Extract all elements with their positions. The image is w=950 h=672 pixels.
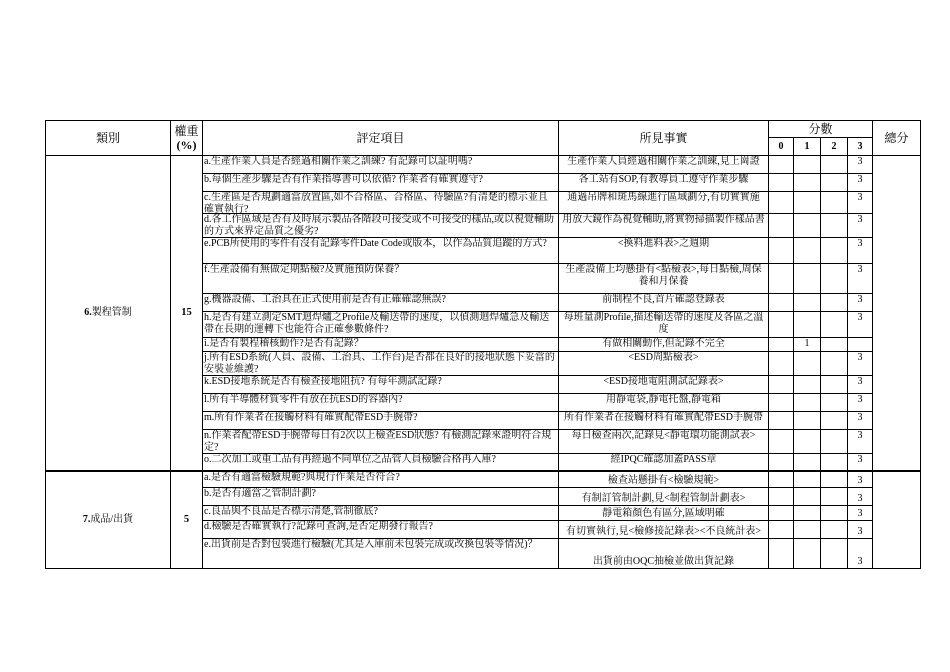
score-cell-0 bbox=[769, 412, 794, 430]
score-cell-2 bbox=[821, 214, 848, 238]
criterion-text: o.二次加工或重工品有再經過不同單位之品管人員檢驗合格再入庫? bbox=[203, 454, 559, 471]
observed-fact: 各工站有SOP,有教導員工遵守作業步驟 bbox=[578, 174, 749, 185]
score-value: 3 bbox=[857, 352, 863, 363]
observed-fact-cell bbox=[559, 192, 769, 214]
observed-fact: 每日檢查兩次,記錄見<靜電環功能測試表> bbox=[571, 430, 756, 441]
score-cell-1 bbox=[794, 539, 821, 569]
score-cell-1 bbox=[794, 471, 821, 488]
score-cell-1 bbox=[794, 506, 821, 521]
observed-fact-cell bbox=[559, 174, 769, 192]
criterion-text: g.機器設備、工治具在正式使用前是否有正確確認無誤? bbox=[203, 294, 559, 312]
score-cell-2 bbox=[821, 521, 848, 539]
score-cell-0 bbox=[769, 506, 794, 521]
score-cell-2 bbox=[821, 312, 848, 338]
observed-fact: 前制程不良,首片確認登錄表 bbox=[602, 294, 725, 305]
observed-fact-cell bbox=[559, 352, 769, 376]
score-cell-2 bbox=[821, 294, 848, 312]
score-cell-3 bbox=[848, 430, 873, 454]
score-cell-1 bbox=[794, 192, 821, 214]
observed-fact: 用放大鏡作為視覺輔助,將實物掃描製作樣品書 bbox=[562, 214, 765, 225]
observed-fact-cell bbox=[559, 521, 769, 539]
observed-fact: <ESD周點檢表> bbox=[628, 352, 699, 363]
score-value: 3 bbox=[857, 294, 863, 305]
observed-fact: 有切實執行,見<檢修接記錄表><不良統計表> bbox=[565, 526, 762, 537]
criterion-text: c.生產區是否規劃適當放置區,如不合格區、合格區、待驗區?有清楚的標示並且確實執行? bbox=[203, 192, 559, 214]
observed-fact-cell bbox=[559, 471, 769, 488]
header-fact: 所見事實 bbox=[559, 121, 769, 156]
score-cell-3 bbox=[848, 238, 873, 264]
header-score-2: 2 bbox=[821, 138, 848, 156]
score-cell-0 bbox=[769, 430, 794, 454]
score-cell-2 bbox=[821, 412, 848, 430]
score-cell-2 bbox=[821, 430, 848, 454]
header-score: 分數 bbox=[769, 121, 873, 138]
score-cell-2 bbox=[821, 506, 848, 521]
score-cell-1 bbox=[794, 412, 821, 430]
score-value: 3 bbox=[857, 238, 863, 249]
score-cell-2 bbox=[821, 174, 848, 192]
score-value: 3 bbox=[857, 376, 863, 387]
section-name: 製程管制 bbox=[91, 307, 132, 318]
score-value: 3 bbox=[857, 394, 863, 405]
score-cell-0 bbox=[769, 352, 794, 376]
score-value: 3 bbox=[857, 508, 863, 519]
observed-fact: 靜電箱顏色有區分,區域明確 bbox=[602, 508, 725, 519]
criterion-text: j.所有ESD系統(人員、設備、工治具、工作台)是否都在良好的接地狀態下妥當的安裝並維護? bbox=[203, 352, 559, 376]
observed-fact-cell bbox=[559, 376, 769, 394]
score-cell-2 bbox=[821, 352, 848, 376]
score-cell-0 bbox=[769, 376, 794, 394]
section-total-cell bbox=[873, 471, 921, 569]
score-cell-1 bbox=[794, 156, 821, 174]
score-cell-0 bbox=[769, 338, 794, 352]
score-value: 3 bbox=[857, 412, 863, 423]
header-score-3: 3 bbox=[848, 138, 873, 156]
observed-fact: 生產作業人員經過相關作業之訓練,見上崗證 bbox=[567, 156, 760, 167]
score-cell-2 bbox=[821, 376, 848, 394]
score-cell-1 bbox=[794, 454, 821, 471]
score-cell-3 bbox=[848, 488, 873, 506]
score-cell-3 bbox=[848, 156, 873, 174]
criterion-text: d.檢驗是否確實執行?記錄可查詢,是否定期發行報告? bbox=[203, 521, 559, 539]
observed-fact-cell bbox=[559, 156, 769, 174]
score-cell-1 bbox=[794, 488, 821, 506]
score-cell-0 bbox=[769, 174, 794, 192]
score-cell-3 bbox=[848, 506, 873, 521]
observed-fact: 有做相關動作,但記錄不完全 bbox=[602, 338, 725, 349]
score-value: 3 bbox=[857, 556, 863, 567]
score-cell-2 bbox=[821, 192, 848, 214]
score-cell-0 bbox=[769, 471, 794, 488]
observed-fact-cell bbox=[559, 539, 769, 569]
score-value: 3 bbox=[857, 526, 863, 537]
observed-fact-cell bbox=[559, 338, 769, 352]
section-category bbox=[46, 471, 171, 569]
score-cell-2 bbox=[821, 156, 848, 174]
score-cell-2 bbox=[821, 338, 848, 352]
section-weight: 15 bbox=[171, 156, 203, 471]
header-weight-label: 權重 bbox=[174, 124, 199, 138]
score-cell-2 bbox=[821, 539, 848, 569]
score-value: 3 bbox=[857, 174, 863, 185]
section-name: 成品/出貨 bbox=[90, 514, 134, 525]
score-cell-0 bbox=[769, 454, 794, 471]
score-cell-2 bbox=[821, 471, 848, 488]
criterion-text: c.良品與不良品是否標示清楚,管制徹底? bbox=[203, 506, 559, 521]
score-cell-0 bbox=[769, 521, 794, 539]
score-cell-3 bbox=[848, 192, 873, 214]
header-weight bbox=[171, 121, 203, 156]
criterion-text: m.所有作業者在接觸材料有確實配帶ESD手腕帶? bbox=[203, 412, 559, 430]
score-cell-3 bbox=[848, 294, 873, 312]
score-value: 3 bbox=[857, 454, 863, 465]
observed-fact: <ESD接地電阻測試記錄表> bbox=[603, 376, 724, 387]
criterion-text: d.各工作區域是否有及時展示製品各階段可接受或不可接受的樣品,或以視覺輔助的方式來界定品質之優劣? bbox=[203, 214, 559, 238]
observed-fact-cell bbox=[559, 264, 769, 294]
observed-fact-cell bbox=[559, 454, 769, 471]
score-cell-2 bbox=[821, 488, 848, 506]
observed-fact: 所有作業者在接觸材料有確實配帶ESD手腕帶 bbox=[564, 412, 763, 423]
score-cell-1 bbox=[794, 294, 821, 312]
score-cell-3 bbox=[848, 312, 873, 338]
observed-fact-cell bbox=[559, 412, 769, 430]
score-cell-3 bbox=[848, 338, 873, 352]
score-cell-1 bbox=[794, 376, 821, 394]
score-cell-1 bbox=[794, 238, 821, 264]
score-cell-1 bbox=[794, 430, 821, 454]
score-value: 3 bbox=[857, 214, 863, 225]
observed-fact-cell bbox=[559, 238, 769, 264]
section-weight: 5 bbox=[171, 471, 203, 569]
header-weight-unit: (%) bbox=[176, 138, 197, 152]
score-cell-3 bbox=[848, 394, 873, 412]
observed-fact-cell bbox=[559, 430, 769, 454]
score-cell-0 bbox=[769, 192, 794, 214]
score-cell-2 bbox=[821, 238, 848, 264]
header-score-1: 1 bbox=[794, 138, 821, 156]
criterion-text: h.是否有建立測定SMT迴焊爐之Profile及輸送帶的速度，以偵測迴焊爐急及輸送帶在長期的運轉下也能符合正確參數條件? bbox=[203, 312, 559, 338]
observed-fact: 生產設備上均懸掛有<點檢表>,每日點檢,周保養和月保養 bbox=[565, 264, 762, 287]
score-cell-1 bbox=[794, 521, 821, 539]
score-cell-1 bbox=[794, 214, 821, 238]
criterion-text: e.出貨前是否對包裝進行檢驗(尤其是入庫前未包裝完成或改換包裝等情況)？ bbox=[203, 539, 559, 569]
observed-fact: 通過吊牌和斑馬線進行區域劃分,有切實實施 bbox=[567, 192, 760, 203]
score-cell-3 bbox=[848, 539, 873, 569]
criterion-text: k.ESD接地系統是否有檢查接地阻抗? 有每年測試記錄? bbox=[203, 376, 559, 394]
score-value: 1 bbox=[804, 338, 810, 349]
score-cell-1 bbox=[794, 338, 821, 352]
score-value: 3 bbox=[857, 156, 863, 167]
score-value: 3 bbox=[857, 493, 863, 504]
observed-fact-cell bbox=[559, 294, 769, 312]
observed-fact: 每班量測Profile,描述輸送帶的速度及各區之溫度 bbox=[563, 312, 764, 335]
score-cell-0 bbox=[769, 156, 794, 174]
score-cell-3 bbox=[848, 454, 873, 471]
score-cell-0 bbox=[769, 214, 794, 238]
score-cell-0 bbox=[769, 312, 794, 338]
score-cell-0 bbox=[769, 294, 794, 312]
observed-fact: 用靜電袋,靜電托盤,靜電箱 bbox=[606, 394, 721, 405]
section-number: 6. bbox=[84, 307, 92, 318]
score-value: 3 bbox=[857, 312, 863, 323]
score-cell-3 bbox=[848, 174, 873, 192]
score-cell-1 bbox=[794, 394, 821, 412]
criterion-text: l.所有半導體材質零件有放在抗ESD的容器內? bbox=[203, 394, 559, 412]
score-cell-0 bbox=[769, 394, 794, 412]
criterion-text: a.生產作業人員是否經過相關作業之訓練? 有記錄可以証明嗎? bbox=[203, 156, 559, 174]
score-cell-3 bbox=[848, 471, 873, 488]
observed-fact: <換料進料表>之週期 bbox=[617, 238, 710, 249]
observed-fact-cell bbox=[559, 214, 769, 238]
observed-fact: 出貨前由OQC抽檢並做出貨記錄 bbox=[592, 556, 735, 567]
observed-fact-cell bbox=[559, 312, 769, 338]
criterion-text: f.生產設備有無做定期點檢?及實施預防保養？ bbox=[203, 264, 559, 294]
criterion-text: b.每個生產步驟是否有作業指導書可以依循? 作業者有確實遵守? bbox=[203, 174, 559, 192]
header-category: 類別 bbox=[46, 121, 171, 156]
observed-fact: 有制訂管制計劃,見<制程管制計劃表> bbox=[581, 493, 746, 504]
score-cell-1 bbox=[794, 264, 821, 294]
score-cell-0 bbox=[769, 238, 794, 264]
score-cell-3 bbox=[848, 521, 873, 539]
section-total-cell bbox=[873, 156, 921, 471]
criterion-text: n.作業者配帶ESD手腕帶每日有2次以上檢查ESD狀態? 有檢測記錄來證明符合規定? bbox=[203, 430, 559, 454]
header-score-0: 0 bbox=[769, 138, 794, 156]
score-cell-1 bbox=[794, 174, 821, 192]
observed-fact-cell bbox=[559, 488, 769, 506]
score-cell-3 bbox=[848, 264, 873, 294]
observed-fact-cell bbox=[559, 394, 769, 412]
score-value: 3 bbox=[857, 264, 863, 275]
score-cell-2 bbox=[821, 264, 848, 294]
score-value: 3 bbox=[857, 475, 863, 486]
score-cell-1 bbox=[794, 352, 821, 376]
observed-fact: 經IPQC確認加蓋PASS章 bbox=[610, 454, 717, 465]
criterion-text: a.是否有適當檢驗規範?與現行作業是否符合? bbox=[203, 471, 559, 488]
criterion-text: i.是否有製程稽核動作?是否有記錄？ bbox=[203, 338, 559, 352]
score-cell-0 bbox=[769, 488, 794, 506]
score-cell-3 bbox=[848, 376, 873, 394]
score-cell-3 bbox=[848, 412, 873, 430]
header-total: 總分 bbox=[873, 121, 921, 156]
audit-checklist-table bbox=[45, 120, 921, 569]
score-cell-2 bbox=[821, 454, 848, 471]
score-value: 3 bbox=[857, 192, 863, 203]
section-category bbox=[46, 156, 171, 471]
score-cell-0 bbox=[769, 539, 794, 569]
observed-fact-cell bbox=[559, 506, 769, 521]
criterion-text: e.PCB所使用的零件有沒有記錄零件Date Code或版本，以作為品質追蹤的方式? bbox=[203, 238, 559, 264]
observed-fact: 檢查站懸掛有<檢驗規範> bbox=[607, 475, 720, 486]
score-cell-2 bbox=[821, 394, 848, 412]
score-cell-3 bbox=[848, 214, 873, 238]
header-item: 評定項目 bbox=[203, 121, 559, 156]
score-cell-0 bbox=[769, 264, 794, 294]
score-cell-1 bbox=[794, 312, 821, 338]
score-cell-3 bbox=[848, 352, 873, 376]
section-number: 7. bbox=[82, 514, 91, 525]
criterion-text: b.是否有適當之管制計劃? bbox=[203, 488, 559, 506]
score-value: 3 bbox=[857, 430, 863, 441]
